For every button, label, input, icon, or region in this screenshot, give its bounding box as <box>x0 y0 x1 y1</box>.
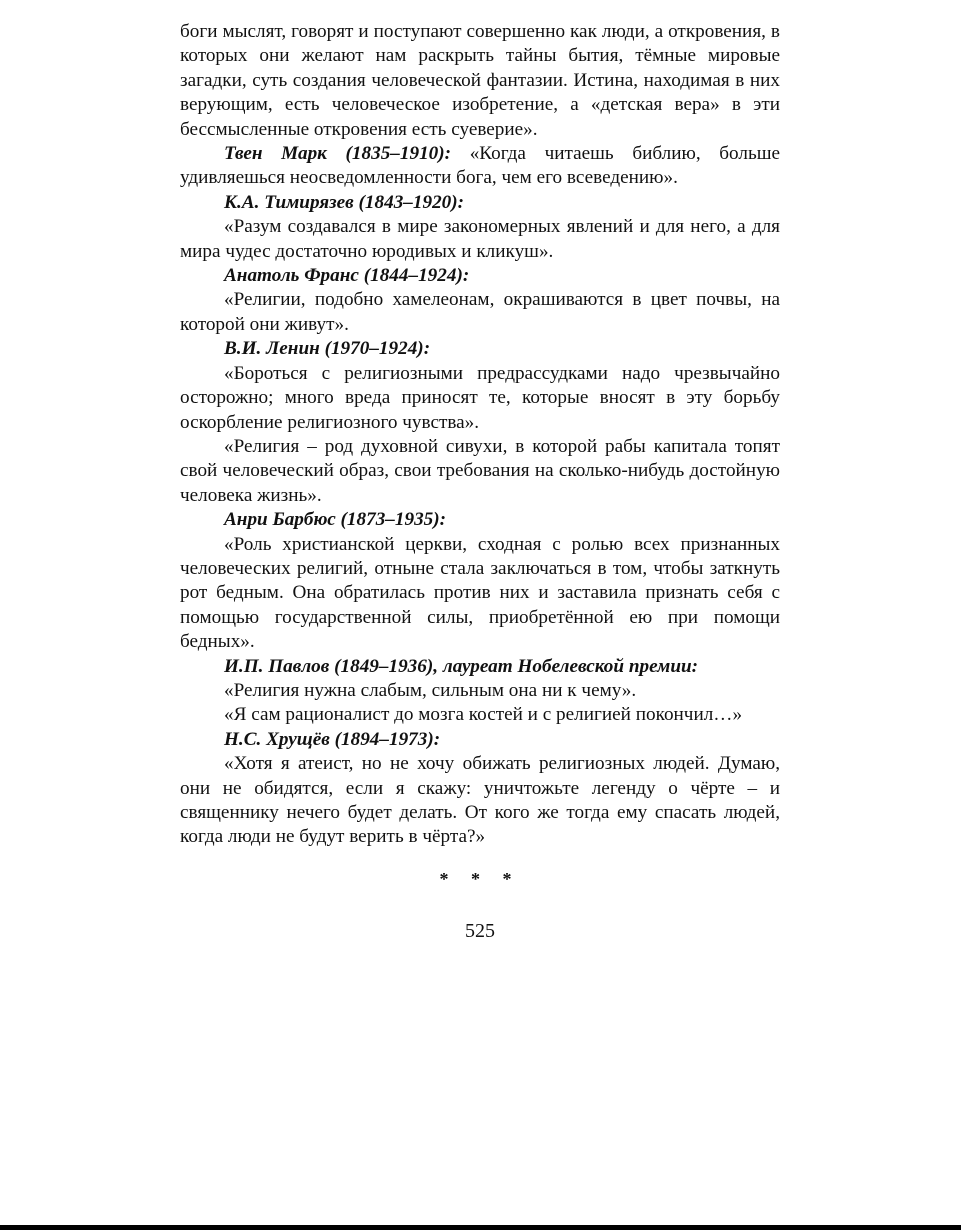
quote-paragraph <box>180 435 780 508</box>
quote-paragraph <box>180 752 780 850</box>
paragraph-text: «Религия нужна слабым, сильным она ни к чему». <box>224 679 637 701</box>
page-content <box>180 20 780 944</box>
paragraph-text: «Разум создавался в мире закономерных явлений и для него, а для мира чудес достаточно юродивых и кликуш». <box>180 216 780 262</box>
paragraph-text: «Роль христианской церкви, сходная с ролью всех признанных человеческих религий, отныне стала заключаться в том, чтобы заткнуть рот бедным. Она обратилась против них и заставила признать себя с помощью государственной силы, приобретённой ею при помощи бедных». <box>180 533 780 653</box>
inline-author: Твен Марк (1835–1910): <box>224 143 452 165</box>
paragraph-text: «Религия – род духовной сивухи, в которой рабы капитала топят свой человеческий образ, свои требования на сколько-нибудь достойную человека жизнь». <box>180 435 780 506</box>
quote-paragraph <box>180 533 780 655</box>
quote-paragraph <box>180 288 780 337</box>
paragraph-text: «Бороться с религиозными предрассудками надо чрезвычайно осторожно; много вреда приносят те, которые вносят в эту борьбу оскорбление религиозного чувства». <box>180 362 780 433</box>
paragraph-text: «Хотя я атеист, но не хочу обижать религиозных людей. Думаю, они не обидятся, если я скажу: уничтожьте легенду о чёрте – и священнику нечего будет делать. От кого же тогда ему спасать людей, когда люди не будут верить в чёрта?» <box>180 753 780 848</box>
quote-paragraph <box>180 20 780 142</box>
text-body <box>180 20 780 850</box>
paragraph-text: боги мыслят, говорят и поступают совершенно как люди, а откровения, в которых они желают нам раскрыть тайны бытия, тёмные мировые загадки, суть создания человеческой фантазии. Истина, находимая в них верующим, есть человеческое изобретение, а «детская вера» в эти бессмысленные откровения есть суеверие». <box>180 21 780 140</box>
author-heading: Анри Барбюс (1873–1935): <box>224 509 447 531</box>
bottom-edge-line <box>0 1225 961 1230</box>
author-heading: К.А. Тимирязев (1843–1920): <box>224 191 465 213</box>
quote-paragraph <box>180 362 780 435</box>
author-heading: Н.С. Хрущёв (1894–1973): <box>224 728 441 750</box>
paragraph-text: «Религии, подобно хамелеонам, окрашиваются в цвет почвы, на которой они живут». <box>180 289 780 335</box>
author-heading: Анатоль Франс (1844–1924): <box>224 265 470 287</box>
page-number: 525 <box>465 920 495 943</box>
author-heading: В.И. Ленин (1970–1924): <box>224 338 431 360</box>
paragraph-text: «Я сам рационалист до мозга костей и с религией покончил…» <box>224 704 743 726</box>
quote-paragraph <box>180 679 780 703</box>
section-separator: * * * <box>439 868 521 889</box>
quote-paragraph <box>180 142 780 191</box>
author-heading: И.П. Павлов (1849–1936), лауреат Нобелевской премии: <box>224 655 699 677</box>
quote-paragraph <box>180 703 780 727</box>
paragraph-text: «Когда читаешь библию, больше удивляешься неосведомленности бога, чем его всеведению». <box>180 143 781 189</box>
quote-paragraph <box>180 215 780 264</box>
